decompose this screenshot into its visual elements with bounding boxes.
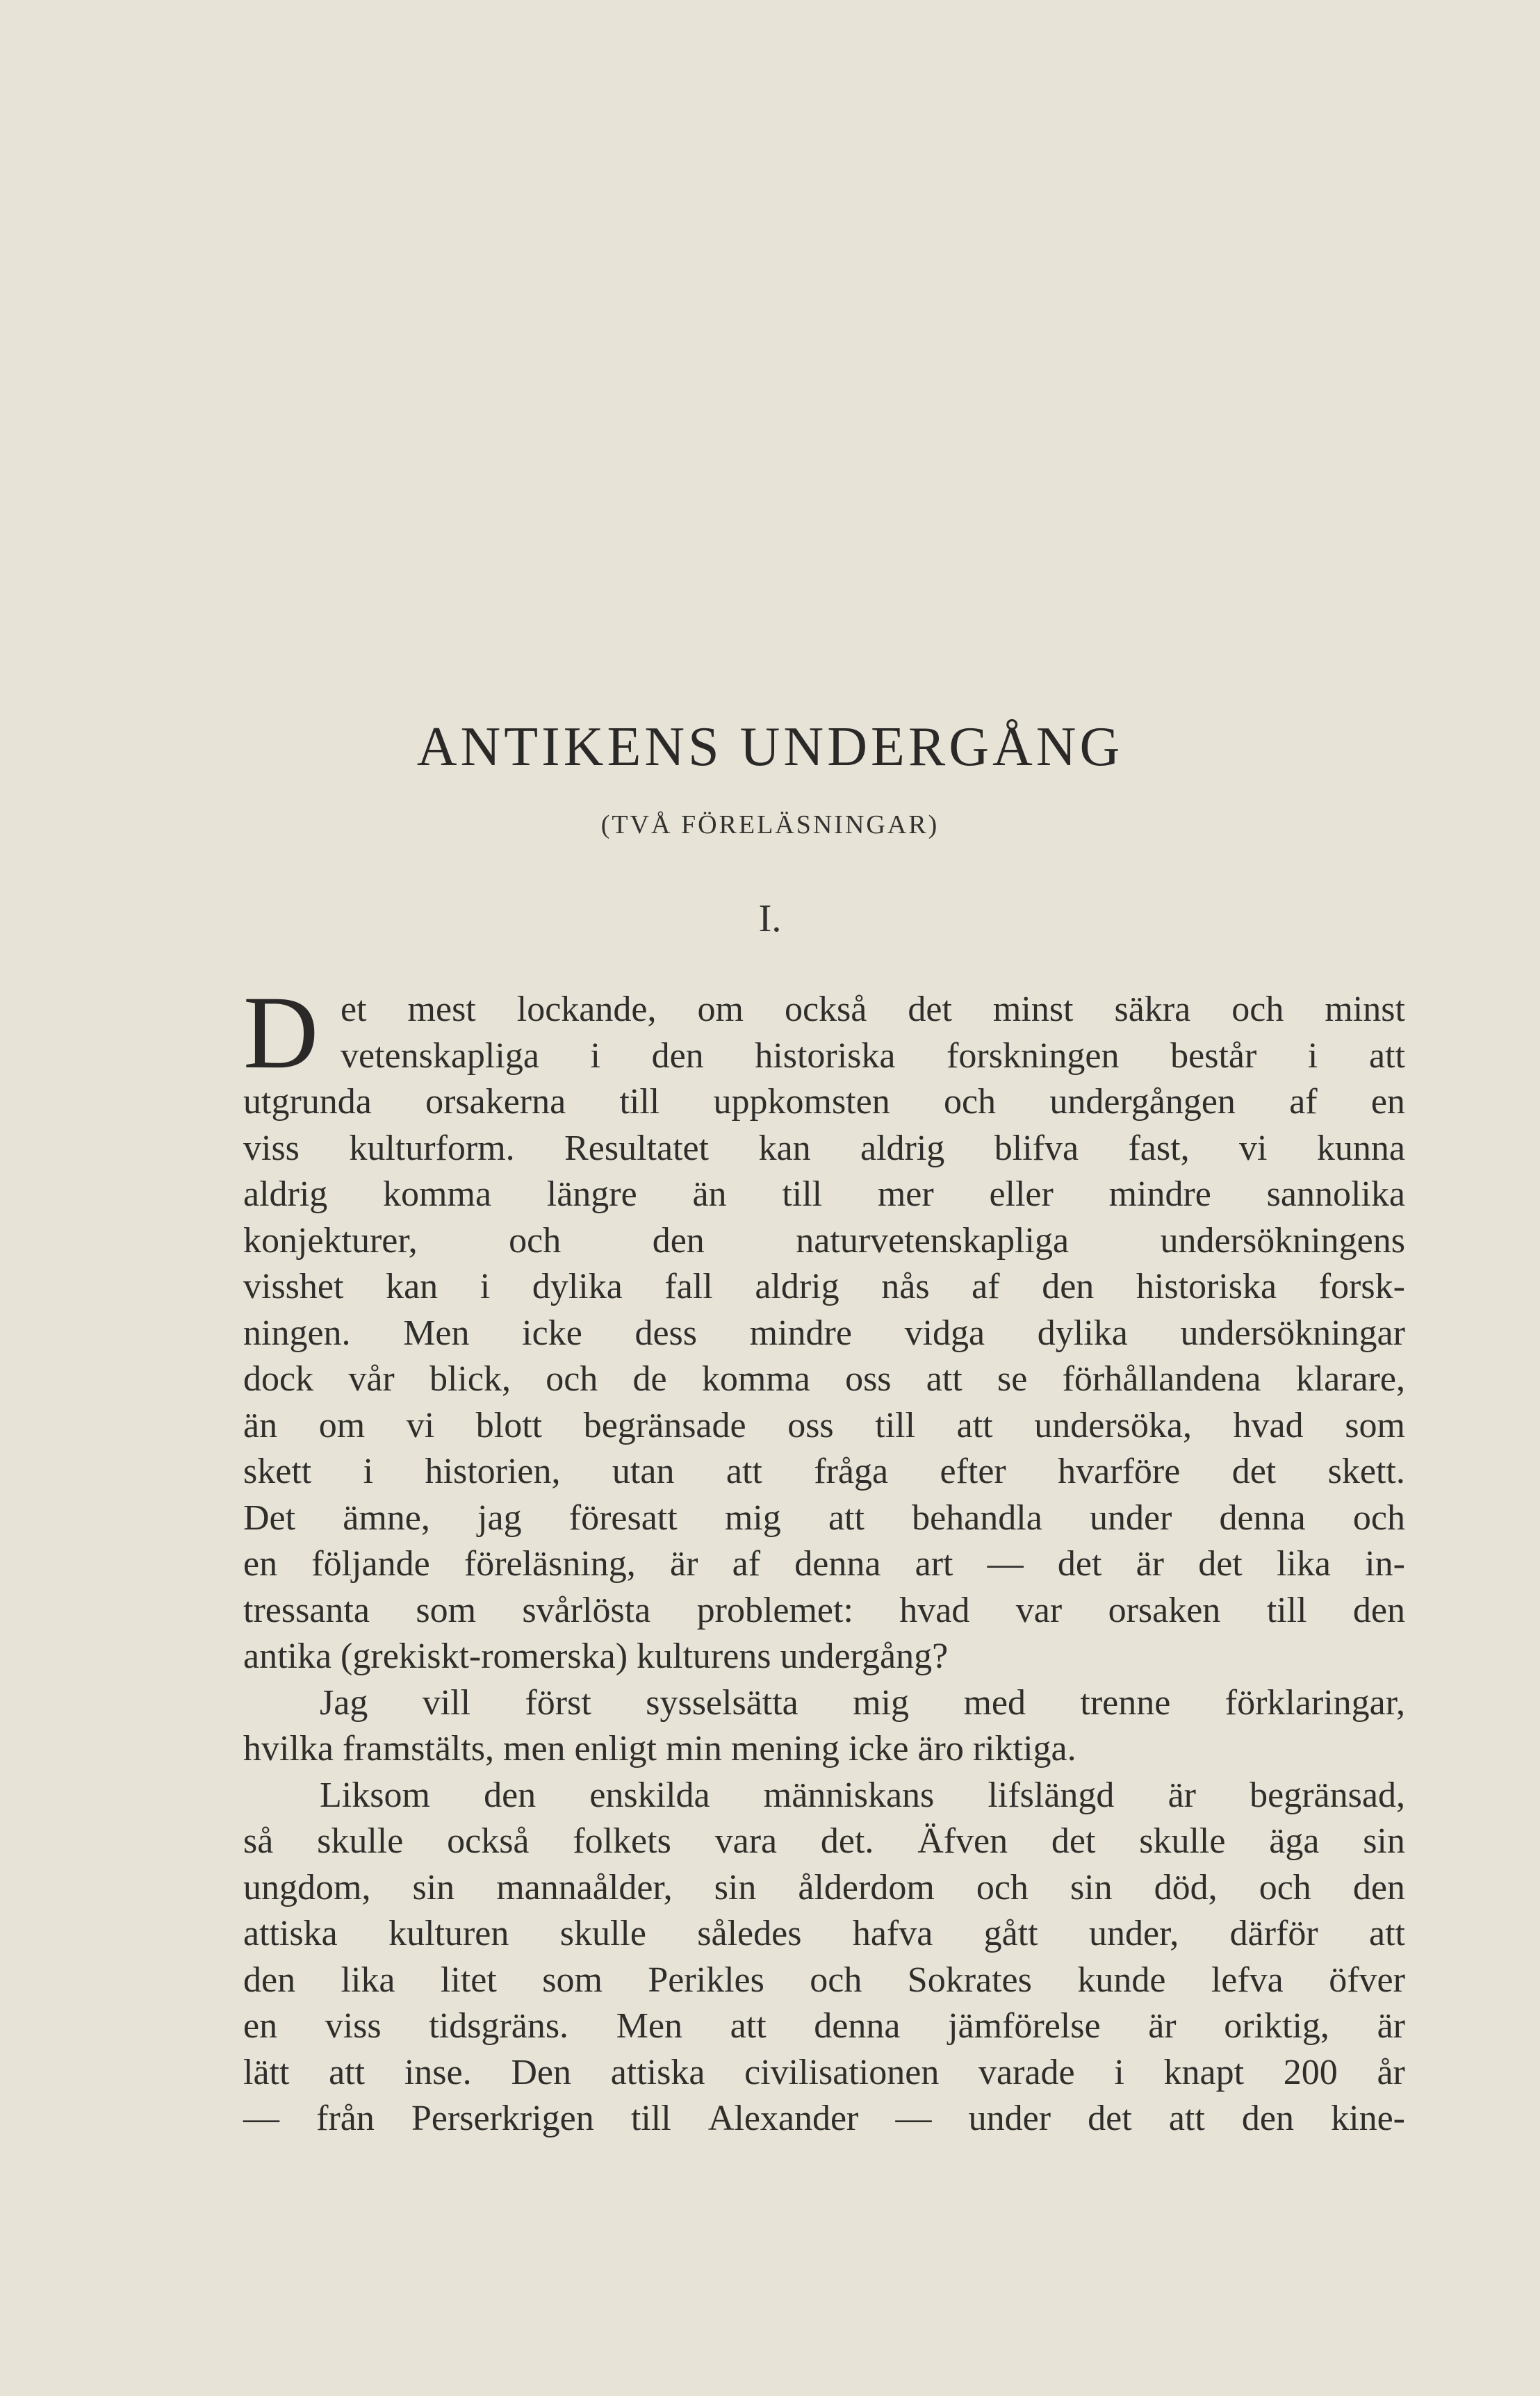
word: om bbox=[318, 1405, 366, 1445]
word: ålderdom bbox=[798, 1867, 935, 1907]
word: skett bbox=[243, 1452, 312, 1491]
word: fast, bbox=[1128, 1128, 1190, 1168]
word: af bbox=[1289, 1082, 1318, 1122]
word: viss bbox=[243, 1128, 300, 1168]
text-line bbox=[243, 1264, 1405, 1311]
word: följande bbox=[311, 1544, 430, 1584]
text-line bbox=[243, 1773, 1405, 1819]
word: ungdom, bbox=[243, 1867, 371, 1907]
word: och bbox=[1352, 1498, 1405, 1538]
word: efter bbox=[940, 1452, 1006, 1491]
word: — bbox=[987, 1544, 1024, 1584]
text-line bbox=[243, 1403, 1405, 1450]
word: vidga bbox=[904, 1313, 985, 1353]
word: hvad bbox=[1233, 1405, 1304, 1445]
word: att bbox=[956, 1405, 993, 1445]
word: vetenskapliga bbox=[341, 1035, 539, 1076]
text-line bbox=[243, 1865, 1405, 1912]
word: den bbox=[1042, 1267, 1095, 1306]
text-line bbox=[243, 1356, 1405, 1403]
word: — bbox=[243, 2099, 279, 2138]
word: 200 bbox=[1283, 2052, 1338, 2092]
word: nås bbox=[881, 1267, 930, 1306]
word: undersöka, bbox=[1034, 1405, 1192, 1445]
word: i bbox=[480, 1267, 491, 1306]
word: att bbox=[329, 2052, 366, 2092]
word: den bbox=[652, 1220, 705, 1261]
word: minst bbox=[992, 990, 1074, 1029]
word: folkets bbox=[573, 1821, 671, 1861]
text-line bbox=[243, 987, 1405, 1033]
word: den bbox=[651, 1035, 704, 1076]
word: Men bbox=[616, 2006, 683, 2046]
word: jämförelse bbox=[948, 2006, 1101, 2046]
word: dess bbox=[634, 1313, 697, 1353]
word: orsaken bbox=[1108, 1590, 1221, 1630]
text-line bbox=[243, 1680, 1405, 1727]
word: skulle bbox=[317, 1821, 404, 1861]
word: uppkomsten bbox=[713, 1082, 890, 1122]
word: sysselsätta bbox=[646, 1682, 798, 1723]
chapter-title: ANTIKENS UNDERGÅNG bbox=[416, 716, 1124, 778]
word: fall bbox=[664, 1267, 713, 1306]
word: begränsad, bbox=[1250, 1775, 1405, 1815]
word: än bbox=[692, 1174, 727, 1214]
word: i bbox=[590, 1035, 600, 1076]
word: knapt bbox=[1163, 2052, 1245, 2092]
word: en bbox=[243, 2006, 278, 2046]
word: klarare, bbox=[1295, 1359, 1405, 1399]
word: hvad bbox=[899, 1590, 970, 1630]
word: forsk- bbox=[1318, 1267, 1405, 1306]
word: i bbox=[1114, 2052, 1124, 2092]
word: begränsade bbox=[583, 1405, 746, 1445]
word: öfver bbox=[1329, 1960, 1405, 2000]
word: lefva bbox=[1211, 1960, 1284, 2000]
word: var bbox=[1015, 1590, 1063, 1630]
word: till bbox=[1266, 1590, 1307, 1630]
text-line bbox=[243, 1033, 1405, 1080]
word: blott bbox=[475, 1405, 543, 1445]
word: som bbox=[1345, 1405, 1405, 1445]
word: dylika bbox=[1037, 1313, 1128, 1353]
word: viss bbox=[325, 2006, 382, 2046]
word: Liksom bbox=[320, 1775, 430, 1815]
word: i bbox=[1307, 1035, 1318, 1076]
word: att bbox=[726, 1452, 762, 1491]
text-line bbox=[243, 1218, 1405, 1265]
drop-cap: D bbox=[243, 975, 319, 1090]
word: skulle bbox=[559, 1914, 646, 1953]
word: vi bbox=[1239, 1128, 1268, 1168]
word: mig bbox=[853, 1682, 910, 1723]
word: lika bbox=[1276, 1544, 1331, 1584]
text-line bbox=[243, 2050, 1405, 2096]
word: mannaålder, bbox=[496, 1867, 673, 1907]
word: komma bbox=[701, 1359, 810, 1399]
word: behandla bbox=[912, 1498, 1042, 1538]
word: tressanta bbox=[243, 1590, 370, 1630]
word: förhållandena bbox=[1062, 1359, 1261, 1399]
word: en bbox=[1370, 1082, 1405, 1122]
word: är bbox=[1136, 1544, 1164, 1584]
word: och bbox=[810, 1960, 862, 2000]
word: sin bbox=[1070, 1867, 1113, 1907]
word: gått bbox=[983, 1914, 1038, 1953]
word: oss bbox=[787, 1405, 834, 1445]
text-line bbox=[243, 2096, 1405, 2142]
word: undergången bbox=[1049, 1082, 1236, 1122]
word: den bbox=[484, 1775, 536, 1815]
word: föreläsning, bbox=[464, 1544, 636, 1584]
word: och bbox=[1259, 1867, 1311, 1907]
word: denna bbox=[814, 2006, 901, 2046]
word: Alexander bbox=[707, 2099, 859, 2138]
word: längre bbox=[546, 1174, 637, 1214]
text-line: antika (grekiskt-romerska) kulturens undergång? bbox=[243, 1636, 949, 1676]
text-line bbox=[243, 1495, 1405, 1542]
word: trenne bbox=[1080, 1682, 1171, 1723]
word: det bbox=[1198, 1544, 1243, 1584]
word: aldrig bbox=[860, 1128, 945, 1168]
word: blick, bbox=[429, 1359, 511, 1399]
word: det bbox=[908, 990, 952, 1029]
word: Den bbox=[511, 2052, 571, 2092]
word: kulturen bbox=[388, 1914, 509, 1953]
word: denna bbox=[1219, 1498, 1306, 1538]
word: lockande, bbox=[516, 990, 657, 1029]
word: Perserkrigen bbox=[411, 2099, 594, 2138]
word: hafva bbox=[852, 1914, 933, 1953]
word: föresatt bbox=[568, 1498, 678, 1538]
word: vara bbox=[714, 1821, 778, 1861]
word: som bbox=[542, 1960, 603, 2000]
text-line bbox=[243, 1311, 1405, 1357]
word: är bbox=[1168, 1775, 1196, 1815]
word: ämne, bbox=[343, 1498, 430, 1538]
word: under bbox=[968, 2099, 1051, 2138]
word: Äfven bbox=[917, 1821, 1008, 1861]
word: ningen. bbox=[243, 1313, 351, 1353]
word: är bbox=[1148, 2006, 1177, 2046]
word: lätt bbox=[243, 2052, 290, 2092]
word: visshet bbox=[243, 1267, 344, 1306]
text-line bbox=[243, 1541, 1405, 1588]
word: och bbox=[943, 1082, 997, 1122]
word: till bbox=[782, 1174, 823, 1214]
word: från bbox=[316, 2099, 375, 2138]
word: först bbox=[525, 1682, 591, 1723]
word: fråga bbox=[814, 1452, 889, 1491]
word: att bbox=[1368, 1035, 1405, 1076]
word: eller bbox=[989, 1174, 1054, 1214]
word: attiska bbox=[610, 2052, 705, 2092]
word: dock bbox=[243, 1359, 314, 1399]
word: skulle bbox=[1139, 1821, 1226, 1861]
word: minst bbox=[1325, 990, 1405, 1029]
word: den bbox=[1352, 1590, 1405, 1630]
word: af bbox=[972, 1267, 1000, 1306]
text-line bbox=[243, 1819, 1405, 1865]
word: död, bbox=[1154, 1867, 1218, 1907]
word: den bbox=[1241, 2099, 1295, 2138]
opening-paragraph bbox=[243, 975, 1405, 1090]
word: aldrig bbox=[243, 1174, 328, 1214]
word: sin bbox=[714, 1867, 757, 1907]
body-text bbox=[243, 975, 1405, 2142]
word: mig bbox=[724, 1498, 781, 1538]
word: se bbox=[997, 1359, 1028, 1399]
word: till bbox=[630, 2099, 671, 2138]
word: konjekturer, bbox=[243, 1220, 418, 1261]
word: och bbox=[546, 1359, 598, 1399]
word: säkra bbox=[1114, 990, 1191, 1029]
word: oriktig, bbox=[1224, 2006, 1329, 2046]
word: af bbox=[732, 1544, 761, 1584]
word: är bbox=[1377, 2006, 1405, 2046]
word: Resultatet bbox=[564, 1128, 710, 1168]
word: icke bbox=[522, 1313, 582, 1353]
text-line: hvilka framstälts, men enligt min mening icke äro riktiga. bbox=[243, 1729, 1076, 1769]
word: historiska bbox=[1136, 1267, 1277, 1306]
word: äga bbox=[1269, 1821, 1320, 1861]
text-line bbox=[243, 1172, 1405, 1218]
word: och bbox=[509, 1220, 562, 1261]
word: att bbox=[730, 2006, 767, 2046]
word: skett. bbox=[1327, 1452, 1405, 1491]
word: utan bbox=[612, 1452, 675, 1491]
word: det bbox=[1231, 1452, 1277, 1491]
word: förklaringar, bbox=[1224, 1682, 1405, 1723]
word: lika bbox=[341, 1960, 395, 2000]
word: således bbox=[697, 1914, 802, 1953]
word: kine- bbox=[1331, 2099, 1405, 2138]
word: de bbox=[632, 1359, 667, 1399]
word: därför bbox=[1229, 1914, 1318, 1953]
word: komma bbox=[383, 1174, 492, 1214]
text-line bbox=[243, 1958, 1405, 2004]
word: sannolika bbox=[1266, 1174, 1405, 1214]
word: som bbox=[416, 1590, 477, 1630]
word: kulturform. bbox=[349, 1128, 515, 1168]
word: består bbox=[1170, 1035, 1257, 1076]
word: kan bbox=[386, 1267, 439, 1306]
word: kan bbox=[758, 1128, 811, 1168]
word: det. bbox=[820, 1821, 874, 1861]
word: att bbox=[828, 1498, 865, 1538]
word: att bbox=[1168, 2099, 1205, 2138]
word: mindre bbox=[1108, 1174, 1211, 1214]
word: orsakerna bbox=[425, 1082, 566, 1122]
word: attiska bbox=[243, 1914, 338, 1953]
chapter-subtitle: (TVÅ FÖRELÄSNINGAR) bbox=[600, 810, 940, 839]
word: till bbox=[875, 1405, 916, 1445]
word: undersökningens bbox=[1160, 1220, 1405, 1261]
word: än bbox=[243, 1405, 278, 1445]
text-line bbox=[243, 1079, 1405, 1126]
word: den bbox=[243, 1960, 296, 2000]
word: problemet: bbox=[696, 1590, 853, 1630]
word: oss bbox=[845, 1359, 892, 1399]
word: svårlösta bbox=[522, 1590, 651, 1630]
word: är bbox=[670, 1544, 698, 1584]
word: Men bbox=[403, 1313, 470, 1353]
text-line bbox=[243, 1588, 1405, 1634]
word: Jag bbox=[320, 1682, 368, 1723]
word: forskningen bbox=[947, 1035, 1120, 1076]
word: mindre bbox=[749, 1313, 852, 1353]
word: med bbox=[963, 1682, 1026, 1723]
section-number: I. bbox=[758, 897, 782, 940]
word: sin bbox=[412, 1867, 455, 1907]
text-line bbox=[243, 1911, 1405, 1958]
word: att bbox=[926, 1359, 962, 1399]
word: aldrig bbox=[755, 1267, 839, 1306]
word: in- bbox=[1365, 1544, 1405, 1584]
word: år bbox=[1377, 2052, 1405, 2092]
word: om bbox=[697, 990, 744, 1029]
word: — bbox=[895, 2099, 932, 2138]
word: varade bbox=[978, 2052, 1075, 2092]
word: kunde bbox=[1077, 1960, 1166, 2000]
word: hvarföre bbox=[1058, 1452, 1181, 1491]
word: och bbox=[1231, 990, 1284, 1029]
word: också bbox=[784, 990, 867, 1029]
word: historien, bbox=[425, 1452, 561, 1491]
word: art bbox=[915, 1544, 953, 1584]
word: et bbox=[341, 990, 367, 1029]
word: enskilda bbox=[589, 1775, 710, 1815]
word: litet bbox=[440, 1960, 497, 2000]
word: i bbox=[363, 1452, 374, 1491]
word: en bbox=[243, 1544, 278, 1584]
word: den bbox=[1352, 1867, 1405, 1907]
text-line bbox=[243, 1126, 1405, 1172]
word: naturvetenskapliga bbox=[796, 1220, 1070, 1261]
word: att bbox=[1369, 1914, 1405, 1953]
word: det bbox=[1088, 2099, 1132, 2138]
word: och bbox=[976, 1867, 1029, 1907]
word: sin bbox=[1363, 1821, 1405, 1861]
word: människans bbox=[763, 1775, 935, 1815]
word: jag bbox=[477, 1498, 522, 1538]
word: vår bbox=[348, 1359, 395, 1399]
word: till bbox=[619, 1082, 660, 1122]
word: så bbox=[243, 1821, 274, 1861]
word: lifslängd bbox=[988, 1775, 1115, 1815]
word: Det bbox=[243, 1498, 296, 1538]
word: Perikles bbox=[648, 1960, 764, 2000]
word: vill bbox=[422, 1682, 471, 1723]
word: också bbox=[447, 1821, 530, 1861]
word: det bbox=[1051, 1821, 1096, 1861]
word: Sokrates bbox=[907, 1960, 1032, 2000]
word: mest bbox=[407, 990, 476, 1029]
word: denna bbox=[794, 1544, 881, 1584]
word: det bbox=[1057, 1544, 1102, 1584]
word: dylika bbox=[532, 1267, 623, 1306]
word: utgrunda bbox=[243, 1082, 372, 1122]
word: vi bbox=[406, 1405, 435, 1445]
word: undersökningar bbox=[1180, 1313, 1405, 1353]
word: inse. bbox=[404, 2052, 472, 2092]
word: kunna bbox=[1316, 1128, 1405, 1168]
text-line bbox=[243, 1449, 1405, 1495]
word: tidsgräns. bbox=[429, 2006, 569, 2046]
word: mer bbox=[877, 1174, 934, 1214]
text-line bbox=[243, 2003, 1405, 2050]
word: under, bbox=[1088, 1914, 1179, 1953]
word: historiska bbox=[755, 1035, 896, 1076]
word: under bbox=[1089, 1498, 1172, 1538]
word: civilisationen bbox=[744, 2052, 940, 2092]
word: blifva bbox=[994, 1128, 1079, 1168]
